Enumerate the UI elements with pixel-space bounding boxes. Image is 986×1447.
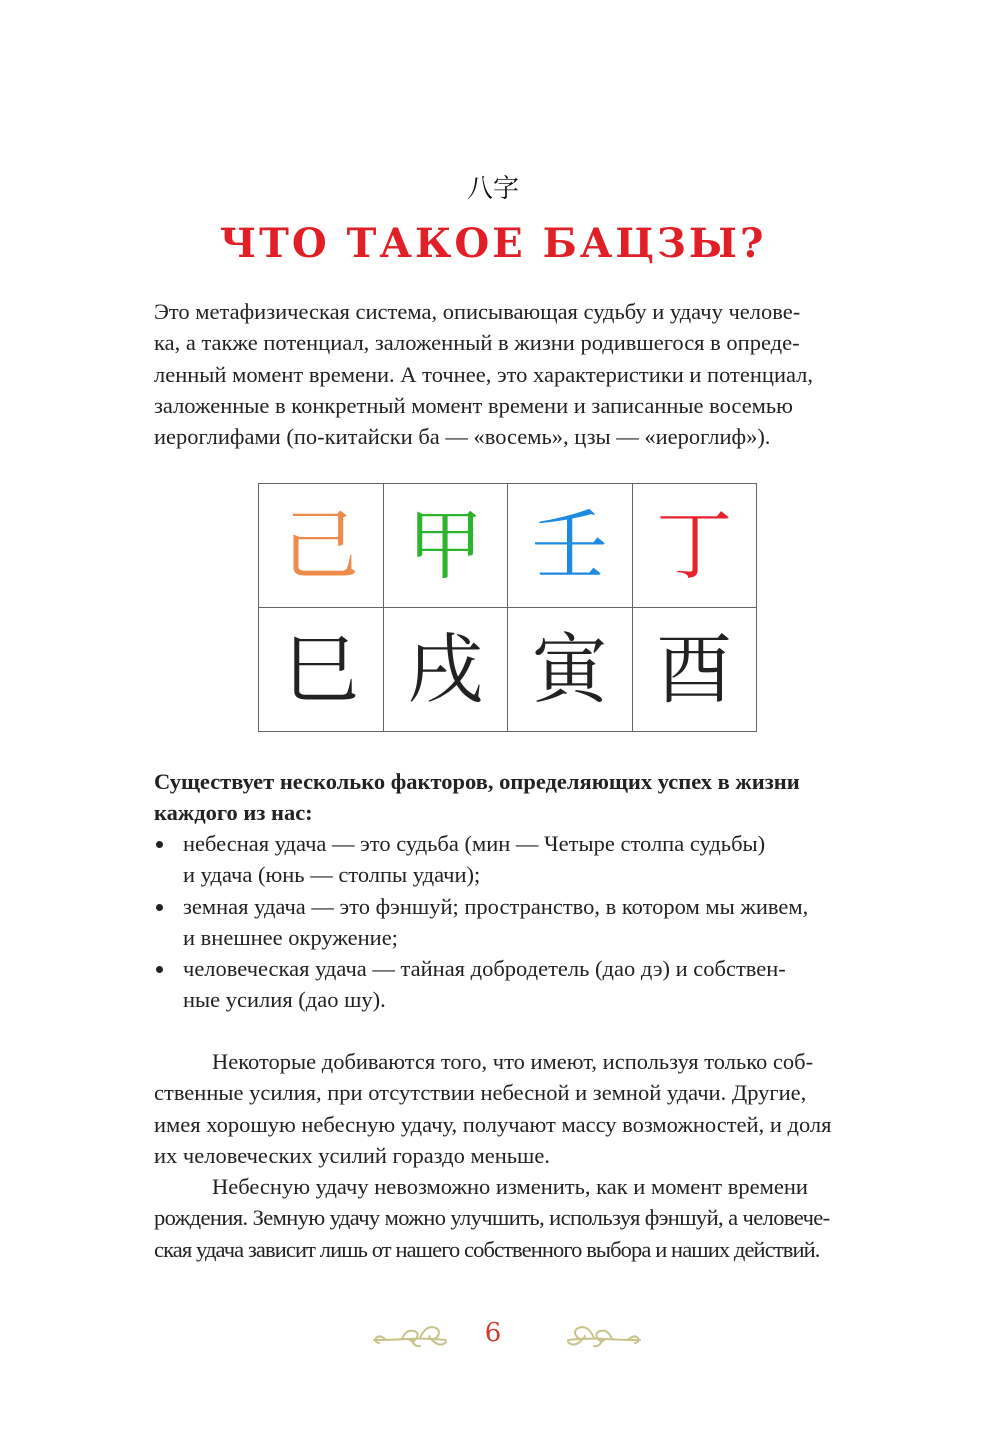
page-title: ЧТО ТАКОЕ БАЦЗЫ? — [219, 220, 767, 267]
heavenly-stems-row — [259, 484, 757, 608]
text-line: Существует несколько факторов, определяющих успех в жизни — [154, 769, 800, 794]
pillar-cell: 巳 — [259, 608, 384, 732]
text-line: рождения. Земную удачу можно улучшить, используя фэншуй, а человече- — [154, 1205, 830, 1231]
text-line: имея хорошую небесную удачу, получают массу возможностей, и доля — [154, 1111, 832, 1137]
text-line: человеческая удача — тайная добродетель (дао дэ) и собствен- — [183, 956, 786, 982]
text-line: ленный момент времени. А точнее, это характеристики и потенциал, — [154, 361, 814, 387]
pillar-cell: 己 — [259, 484, 384, 608]
text-line: ные усилия (дао шу). — [183, 987, 386, 1013]
paragraph-2 — [154, 1046, 862, 1171]
chinese-heading: 八字 — [466, 174, 519, 204]
pillar-cell: 酉 — [632, 608, 757, 732]
text-line: и внешнее окружение; — [183, 924, 398, 950]
text-line: земная удача — это фэншуй; пространство, в котором мы живем, — [183, 893, 809, 919]
pillar-cell: 寅 — [508, 608, 633, 732]
intro-paragraph — [154, 296, 862, 452]
pillar-cell: 丁 — [632, 484, 757, 608]
page-footer — [0, 1318, 986, 1358]
factors-intro — [154, 766, 862, 829]
list-item — [154, 953, 862, 1016]
text-line: небесная удача — это судьба (мин — Четыре столпа судьбы) — [183, 831, 766, 856]
text-line: заложенные в конкретный момент времени и записанные восемью — [154, 392, 793, 418]
earthly-branches-row — [259, 608, 757, 732]
left-ornament-icon — [372, 1322, 450, 1352]
text-line: ка, а также потенциал, заложенный в жизни родившегося в опреде- — [154, 330, 800, 356]
text-line: Это метафизическая система, описывающая судьбу и удачу челове- — [154, 299, 801, 324]
list-item — [154, 891, 862, 954]
page-number: 6 — [484, 1318, 502, 1348]
text-line: Небесную удачу невозможно изменить, как и момент времени — [212, 1174, 808, 1199]
text-line: иероглифами (по-китайски ба — «восемь», цзы — «иероглиф»). — [154, 424, 771, 450]
pillars-table — [258, 483, 757, 732]
right-ornament-icon — [564, 1322, 642, 1352]
text-line: ственные усилия, при отсутствии небесной и земной удачи. Другие, — [154, 1080, 807, 1106]
pillar-cell: 戌 — [383, 608, 508, 732]
list-item — [154, 828, 862, 891]
text-line: их человеческих усилий гораздо меньше. — [154, 1142, 550, 1168]
pillar-cell: 甲 — [383, 484, 508, 608]
text-line: ская удача зависит лишь от нашего собственного выбора и наших действий. — [154, 1236, 820, 1262]
text-line: каждого из нас: — [154, 800, 313, 826]
text-line: Некоторые добиваются того, что имеют, используя только соб- — [212, 1049, 814, 1074]
pillar-cell: 壬 — [508, 484, 633, 608]
paragraph-3 — [154, 1171, 862, 1265]
factors-list — [154, 828, 862, 1016]
text-line: и удача (юнь — столпы удачи); — [183, 862, 481, 888]
